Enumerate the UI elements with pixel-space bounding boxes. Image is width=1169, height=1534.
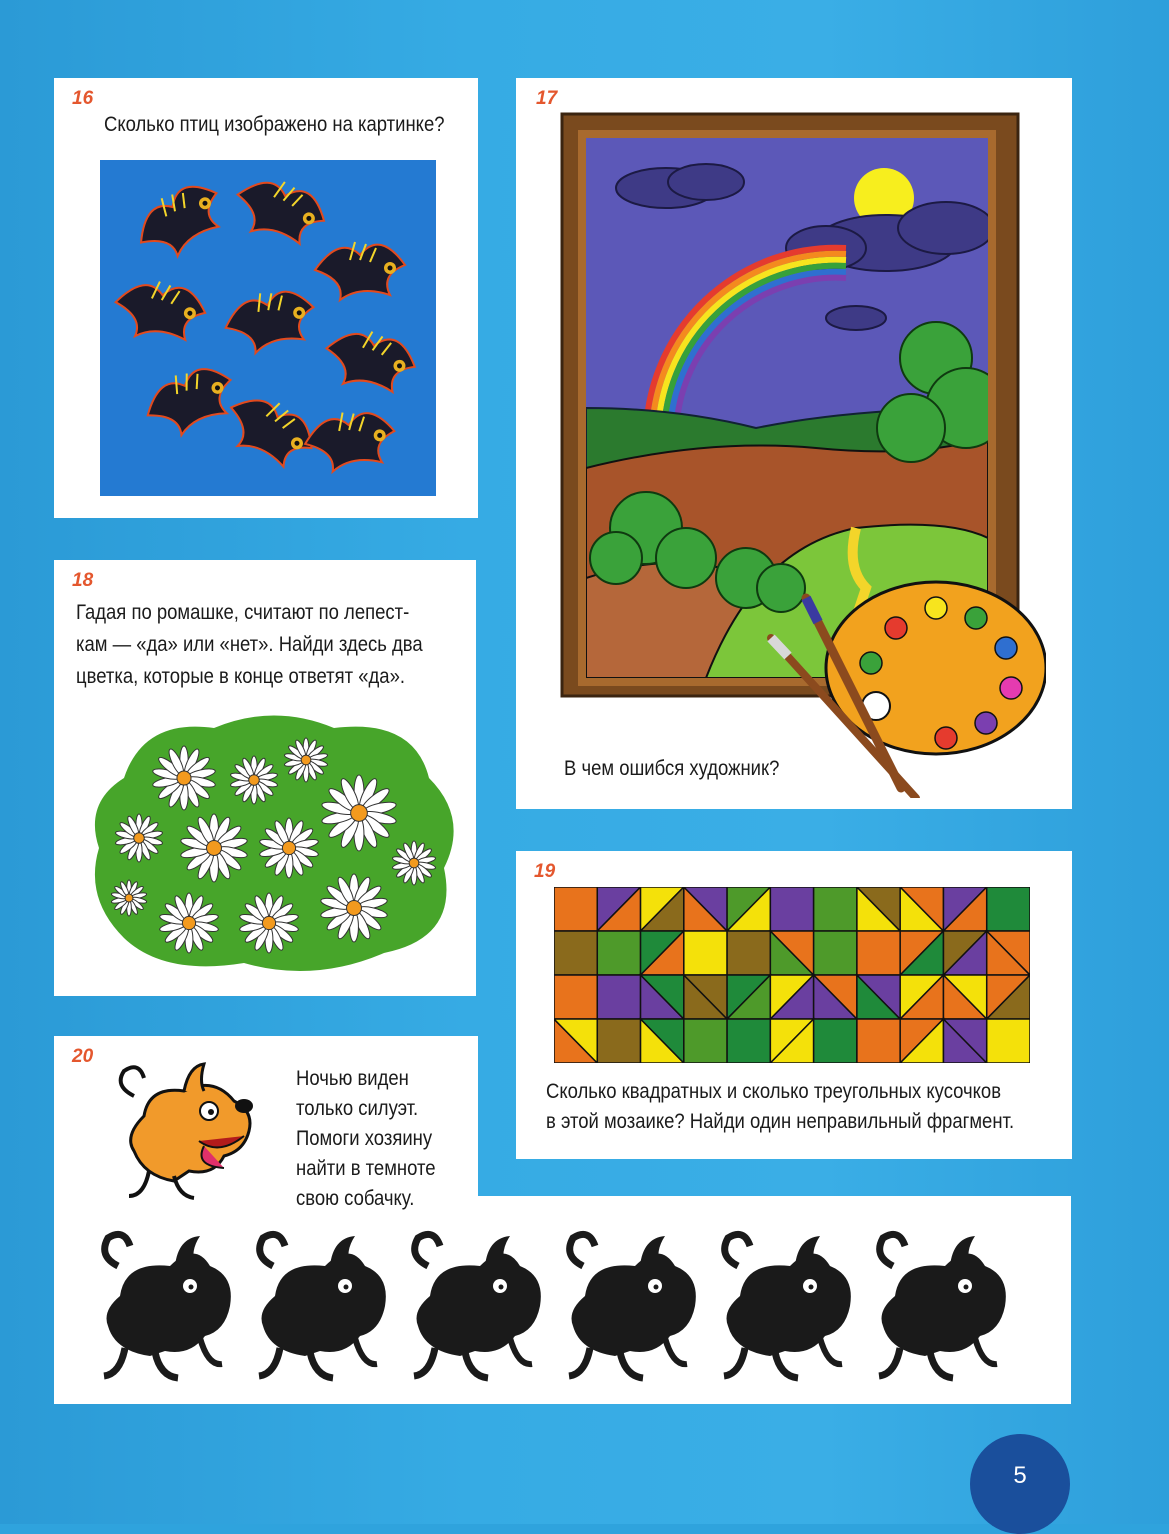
mosaic-tile xyxy=(814,975,857,1019)
mosaic-tile xyxy=(597,887,640,931)
mosaic-tile xyxy=(684,887,727,931)
mosaic-tile xyxy=(900,887,943,931)
daisy-bush xyxy=(84,708,464,978)
task-number: 19 xyxy=(534,861,556,882)
mosaic-tile xyxy=(684,931,727,975)
mosaic-tile xyxy=(684,1019,727,1063)
mosaic-tile xyxy=(900,975,943,1019)
mosaic-tile xyxy=(943,975,986,1019)
mosaic-tile xyxy=(597,1019,640,1063)
mosaic-tile xyxy=(987,975,1030,1019)
mosaic-tile xyxy=(684,975,727,1019)
task-text-line: свою собачку. xyxy=(296,1187,415,1210)
mosaic-tile xyxy=(554,931,597,975)
task-text-line: цветка, которые в конце ответят «да». xyxy=(76,665,405,688)
mosaic-tile xyxy=(857,931,900,975)
bird-tessellation-picture xyxy=(100,160,436,496)
task-number: 18 xyxy=(72,570,94,591)
dog-silhouette xyxy=(104,1234,231,1378)
dog-silhouette xyxy=(879,1234,1006,1378)
mosaic-tile xyxy=(814,887,857,931)
dog-silhouette xyxy=(414,1234,541,1378)
painting-with-rainbow xyxy=(556,108,1046,798)
task-text-line: Помоги хозяину xyxy=(296,1127,433,1150)
task-text-line: Гадая по ромашке, считают по лепест- xyxy=(76,601,410,624)
mosaic-tile xyxy=(814,1019,857,1063)
task-number: 16 xyxy=(72,88,94,109)
dog-silhouette xyxy=(259,1234,386,1378)
mosaic-tile xyxy=(987,1019,1030,1063)
dog-icon xyxy=(104,1056,264,1206)
mosaic-tile xyxy=(770,931,813,975)
mosaic-tile xyxy=(857,975,900,1019)
task-text-line: только силуэт. xyxy=(296,1097,419,1120)
task-16-panel xyxy=(54,78,478,518)
task-text-line: кам — «да» или «нет». Найди здесь два xyxy=(76,633,423,656)
mosaic-tile xyxy=(770,887,813,931)
dog-silhouette xyxy=(569,1234,696,1378)
mosaic-tile xyxy=(641,887,684,931)
task-number: 20 xyxy=(72,1046,94,1067)
mosaic-tile xyxy=(554,975,597,1019)
mosaic-tile xyxy=(641,1019,684,1063)
mosaic-tile xyxy=(857,887,900,931)
mosaic-tile xyxy=(857,1019,900,1063)
mosaic-tile xyxy=(727,931,770,975)
mosaic-tile xyxy=(641,975,684,1019)
task-17-panel xyxy=(516,78,1072,809)
mosaic-tile xyxy=(597,931,640,975)
dog-silhouette xyxy=(724,1234,851,1378)
page-number: 5 xyxy=(970,1434,1070,1534)
mosaic-tile xyxy=(597,975,640,1019)
task-18-panel xyxy=(54,560,476,996)
mosaic-tile xyxy=(770,1019,813,1063)
mosaic-tile xyxy=(554,1019,597,1063)
dog-silhouettes-row xyxy=(90,1226,1050,1386)
mosaic-tile xyxy=(943,931,986,975)
mosaic-tile xyxy=(554,887,597,931)
mosaic-tile xyxy=(987,931,1030,975)
task-text-line: в этой мозаике? Найди один неправильный фрагмент. xyxy=(546,1110,1015,1133)
mosaic-tile xyxy=(943,1019,986,1063)
task-text-line: Ночью виден xyxy=(296,1067,409,1090)
task-19-panel xyxy=(516,851,1072,1159)
task-text-line: Сколько квадратных и сколько треугольных кусочков xyxy=(546,1080,1002,1103)
task-question: В чем ошибся художник? xyxy=(564,757,780,780)
mosaic-picture xyxy=(554,887,1030,1063)
mosaic-tile xyxy=(727,887,770,931)
mosaic-tile xyxy=(770,975,813,1019)
mosaic-tile xyxy=(943,887,986,931)
mosaic-tile xyxy=(814,931,857,975)
mosaic-tile xyxy=(727,1019,770,1063)
mosaic-tile xyxy=(987,887,1030,931)
task-question: Сколько птиц изображено на картинке? xyxy=(104,113,445,136)
mosaic-tile xyxy=(641,931,684,975)
task-number: 17 xyxy=(536,88,558,109)
mosaic-tile xyxy=(727,975,770,1019)
mosaic-tile xyxy=(900,1019,943,1063)
task-text-line: найти в темноте xyxy=(296,1157,436,1180)
mosaic-tile xyxy=(900,931,943,975)
